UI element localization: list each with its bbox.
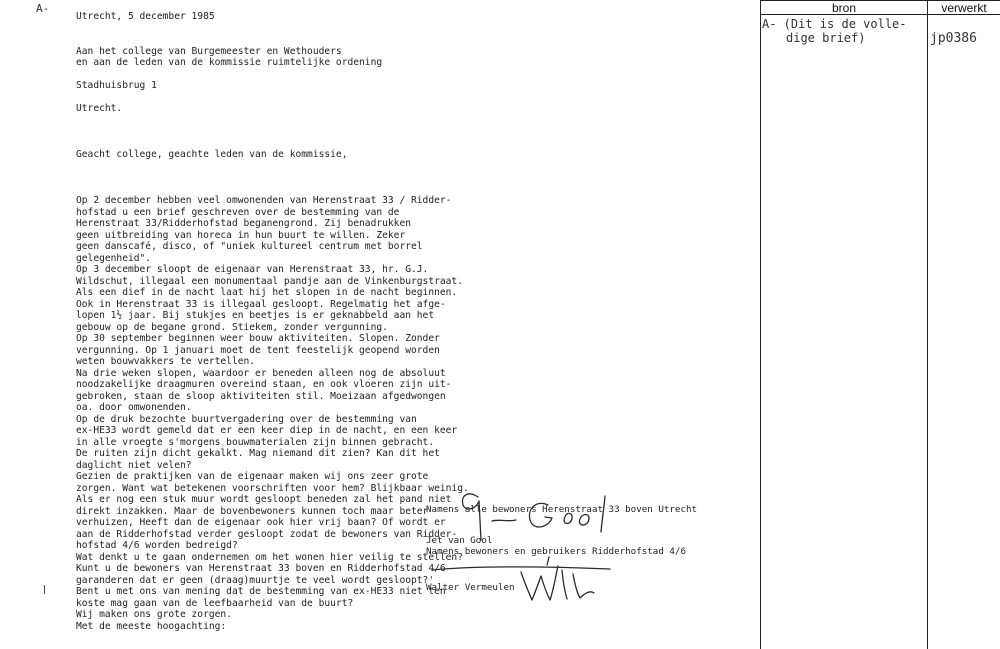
signature-name-1: Jet van Gool [426, 535, 493, 546]
signature-1-stroke [529, 503, 552, 527]
body-line: gebroken, staan de sloop aktiviteiten stil. Moeizaan afgedwongen [76, 390, 446, 402]
body-line: geen uitbreiding van horeca in hun buurt te willen. Zeker [76, 229, 406, 241]
signature-1-stroke [564, 513, 572, 523]
signature-1-stroke [462, 494, 481, 540]
body-line: Als er nog een stuk muur wordt gesloopt beneden zal het pand niet [76, 494, 452, 505]
body-line: Wat denkt u te gaan ondernemen om het wonen hier veilig te stellen? [76, 551, 463, 563]
salutation: Geacht college, geachte leden van de kommissie, [76, 149, 348, 160]
body-line: garanderen dat er geen (draag)muurtje te veel wordt gesloopt?' [76, 574, 435, 586]
bron-note-line-1: A- (Dit is de volle- [762, 17, 907, 31]
body-line: lopen 1½ jaar. Bij stukjes en beetjes is er geknabbeld aan het [76, 310, 435, 321]
body-line: koste mag gaan van de leefbaarheid van de buurt? [76, 597, 354, 609]
form-column-divider [927, 0, 928, 649]
form-border-left [760, 0, 761, 649]
body-line: in alle vroegte s'morgens bouwmaterialen zijn binnen gebracht. [76, 436, 435, 448]
body-line: hofstad u een brief geschreven over de bestemming van de [76, 206, 400, 218]
date-line: Utrecht, 5 december 1985 [76, 11, 215, 22]
body-line: Als een dief in de nacht laat hij het slopen in de nacht beginnen. [76, 287, 458, 298]
body-line: Op de druk bezochte buurtvergadering over de bestemming van [76, 413, 417, 425]
signature-1-stroke [432, 567, 610, 570]
body-line: gelegenheid". [76, 252, 152, 264]
signature-1-stroke [492, 520, 516, 521]
body-line: Op 30 september beginnen weer bouw aktiviteiten. Slopen. Zonder [76, 333, 440, 344]
body-line: ex-HE33 wordt gemeld dat er een keer diep in de nacht, en een keer [76, 425, 458, 436]
signature-line-1: Namens alle bewoners Herenstraat 33 boven Utrecht [426, 504, 698, 515]
body-line: Kunt u de bewoners van Herenstraat 33 boven en Ridderhofstad 4/6 [76, 563, 446, 574]
address-line: en aan de leden van de kommissie ruimtelijke ordening [76, 57, 383, 68]
body-line: noodzakelijke draagmuren overeind staan, en ook vloeren zijn uit- [76, 379, 452, 390]
body-line: daglicht niet velen? [76, 459, 192, 471]
address-line: Utrecht. [76, 103, 123, 114]
signature-1-stroke [579, 515, 589, 526]
body-line: weten bouwvakkers te vertellen. [76, 356, 256, 367]
address-line: Aan het college van Burgemeester en Wethouders [76, 45, 342, 57]
body-line: Na drie weken slopen, waardoor er beneden alleen nog de absoluut [76, 367, 446, 379]
body-line: zorgen. Want wat betekenen voorschriften voor hem? Blijkbaar weinig. [76, 482, 469, 494]
signature-2-stroke [562, 570, 567, 599]
body-line: oa. door omwonenden. [76, 402, 192, 413]
body-line: verhuizen, Heeft dan de eigenaar ook hier vrij baan? Of wordt er [76, 517, 446, 528]
body-line: vergunning. Op 1 januari moet de tent feestelijk geopend worden [76, 344, 440, 356]
body-line: De ruiten zijn dicht gekalkt. Mag niemand dit zien? Kan dit het [76, 448, 440, 459]
bron-note-line-2: dige brief) [786, 31, 866, 45]
body-line: aan de Ridderhofstad verder gesloopt zodat de bewoners van Ridder- [76, 528, 458, 540]
signature-2-stroke [573, 574, 594, 598]
address-line: Stadhuisbrug 1 [76, 80, 157, 91]
body-line: Op 2 december hebben veel omwonenden van Herenstraat 33 / Ridder- [76, 195, 452, 206]
verwerkt-code: jp0386 [930, 31, 977, 46]
body-line: Ook in Herenstraat 33 is illegaal gesloopt. Regelmatig het afge- [76, 298, 446, 310]
corner-mark: A- [36, 2, 50, 15]
body-line: Met de meeste hoogachting: [76, 620, 227, 632]
signature-2-stroke [521, 566, 558, 600]
body-line: hofstad 4/6 worden bedreigd? [76, 540, 238, 551]
column-header-verwerkt: verwerkt [941, 1, 987, 15]
signature-line-2: Namens bewoners en gebruikers Ridderhofstad 4/6 [426, 546, 686, 557]
body-line: geen danscafé, disco, of "uniek kultureel centrum met borrel [76, 241, 423, 252]
body-line: Wij maken ons grote zorgen. [76, 609, 232, 620]
body-line: Op 3 december sloopt de eigenaar van Herenstraat 33, hr. G.J. [76, 264, 429, 275]
column-header-bron: bron [831, 1, 857, 15]
body-line: gebouw op de begane grond. Stiekem, zonder vergunning. [76, 321, 388, 333]
body-line: Gezien de praktijken van de eigenaar maken wij ons zeer grote [76, 471, 429, 482]
signature-1-stroke [601, 496, 605, 532]
body-line: Wildschut, illegaal een monumentaal pandje aan de Vinkenburgstraat. [76, 275, 463, 287]
body-line: Bent u met ons van mening dat de bestemming van ex-HE33 niet ten [76, 586, 446, 597]
signature-2-stroke [547, 557, 549, 565]
signature-name-2: Walter Vermeulen [426, 582, 515, 593]
body-line: direkt inzakken. Maar de bovenbewoners kunnen toch maar beter [76, 505, 429, 517]
body-line: Herenstraat 33/Ridderhofstad beganengrond. Zij benadrukken [76, 218, 412, 229]
